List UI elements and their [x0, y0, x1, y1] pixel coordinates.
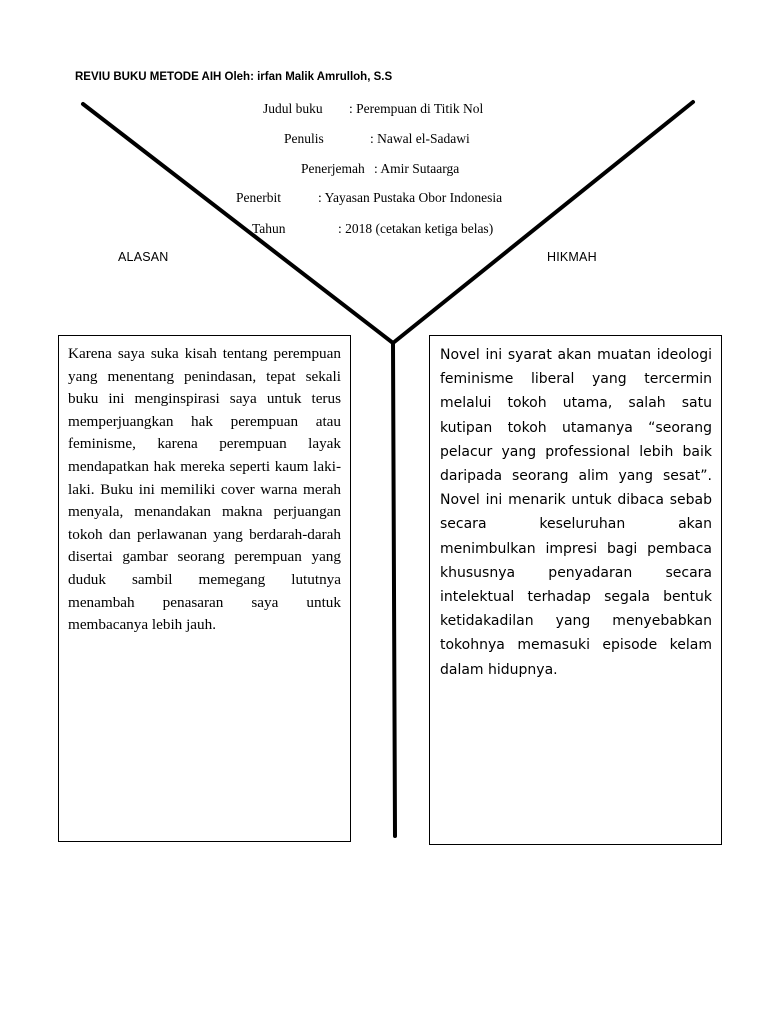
info-value: : Nawal el-Sadawi	[370, 131, 470, 146]
y-stem	[393, 343, 395, 836]
info-label: Penulis	[284, 131, 324, 146]
hikmah-box	[429, 335, 722, 845]
info-value: : Yayasan Pustaka Obor Indonesia	[318, 190, 503, 205]
hikmah-label: HIKMAH	[547, 250, 597, 264]
alasan-label: ALASAN	[118, 250, 169, 264]
hikmah-text: Novel ini syarat akan muatan ideologi feminisme liberal yang tercermin melalui tokoh utama, salah satu kutipan tokoh utamanya “seorang pelacur yang professional lebih baik daripada seorang alim yang sesat”. Novel ini menarik untuk dibaca sebab secara keseluruhan akan menimbulkan impresi bagi pembaca khususnya penyadaran secara intelektual terhadap segala bentuk ketidakadilan yang menyebabkan tokohnya memasuki episode kelam dalam hidupnya.	[440, 347, 712, 678]
info-value: : Perempuan di Titik Nol	[349, 101, 484, 116]
alasan-text: Karena saya suka kisah tentang perempuan yang menentang penindasan, tepat sekali buku ini menginspirasi saya untuk terus memperjuangkan hak perempuan atau feminisme, karena perempuan layak mendapatkan hak mereka seperti kaum laki-laki. Buku ini memiliki cover warna merah menyala, menandakan makna perjuangan tokoh dan perlawanan yang berdarah-darah disertai gambar seorang perempuan yang duduk sambil memegang lututnya menambah penasaran saya untuk membacanya lebih jauh.	[68, 345, 341, 634]
info-value: : 2018 (cetakan ketiga belas)	[338, 221, 494, 236]
info-label: Penerjemah	[301, 161, 365, 176]
info-value: : Amir Sutaarga	[374, 161, 460, 176]
info-label: Tahun	[252, 221, 286, 236]
info-label: Judul buku	[263, 101, 323, 116]
info-label: Penerbit	[236, 190, 281, 205]
alasan-box	[58, 335, 351, 842]
document-title: REVIU BUKU METODE AIH Oleh: irfan Malik Amrulloh, S.S	[75, 71, 393, 83]
